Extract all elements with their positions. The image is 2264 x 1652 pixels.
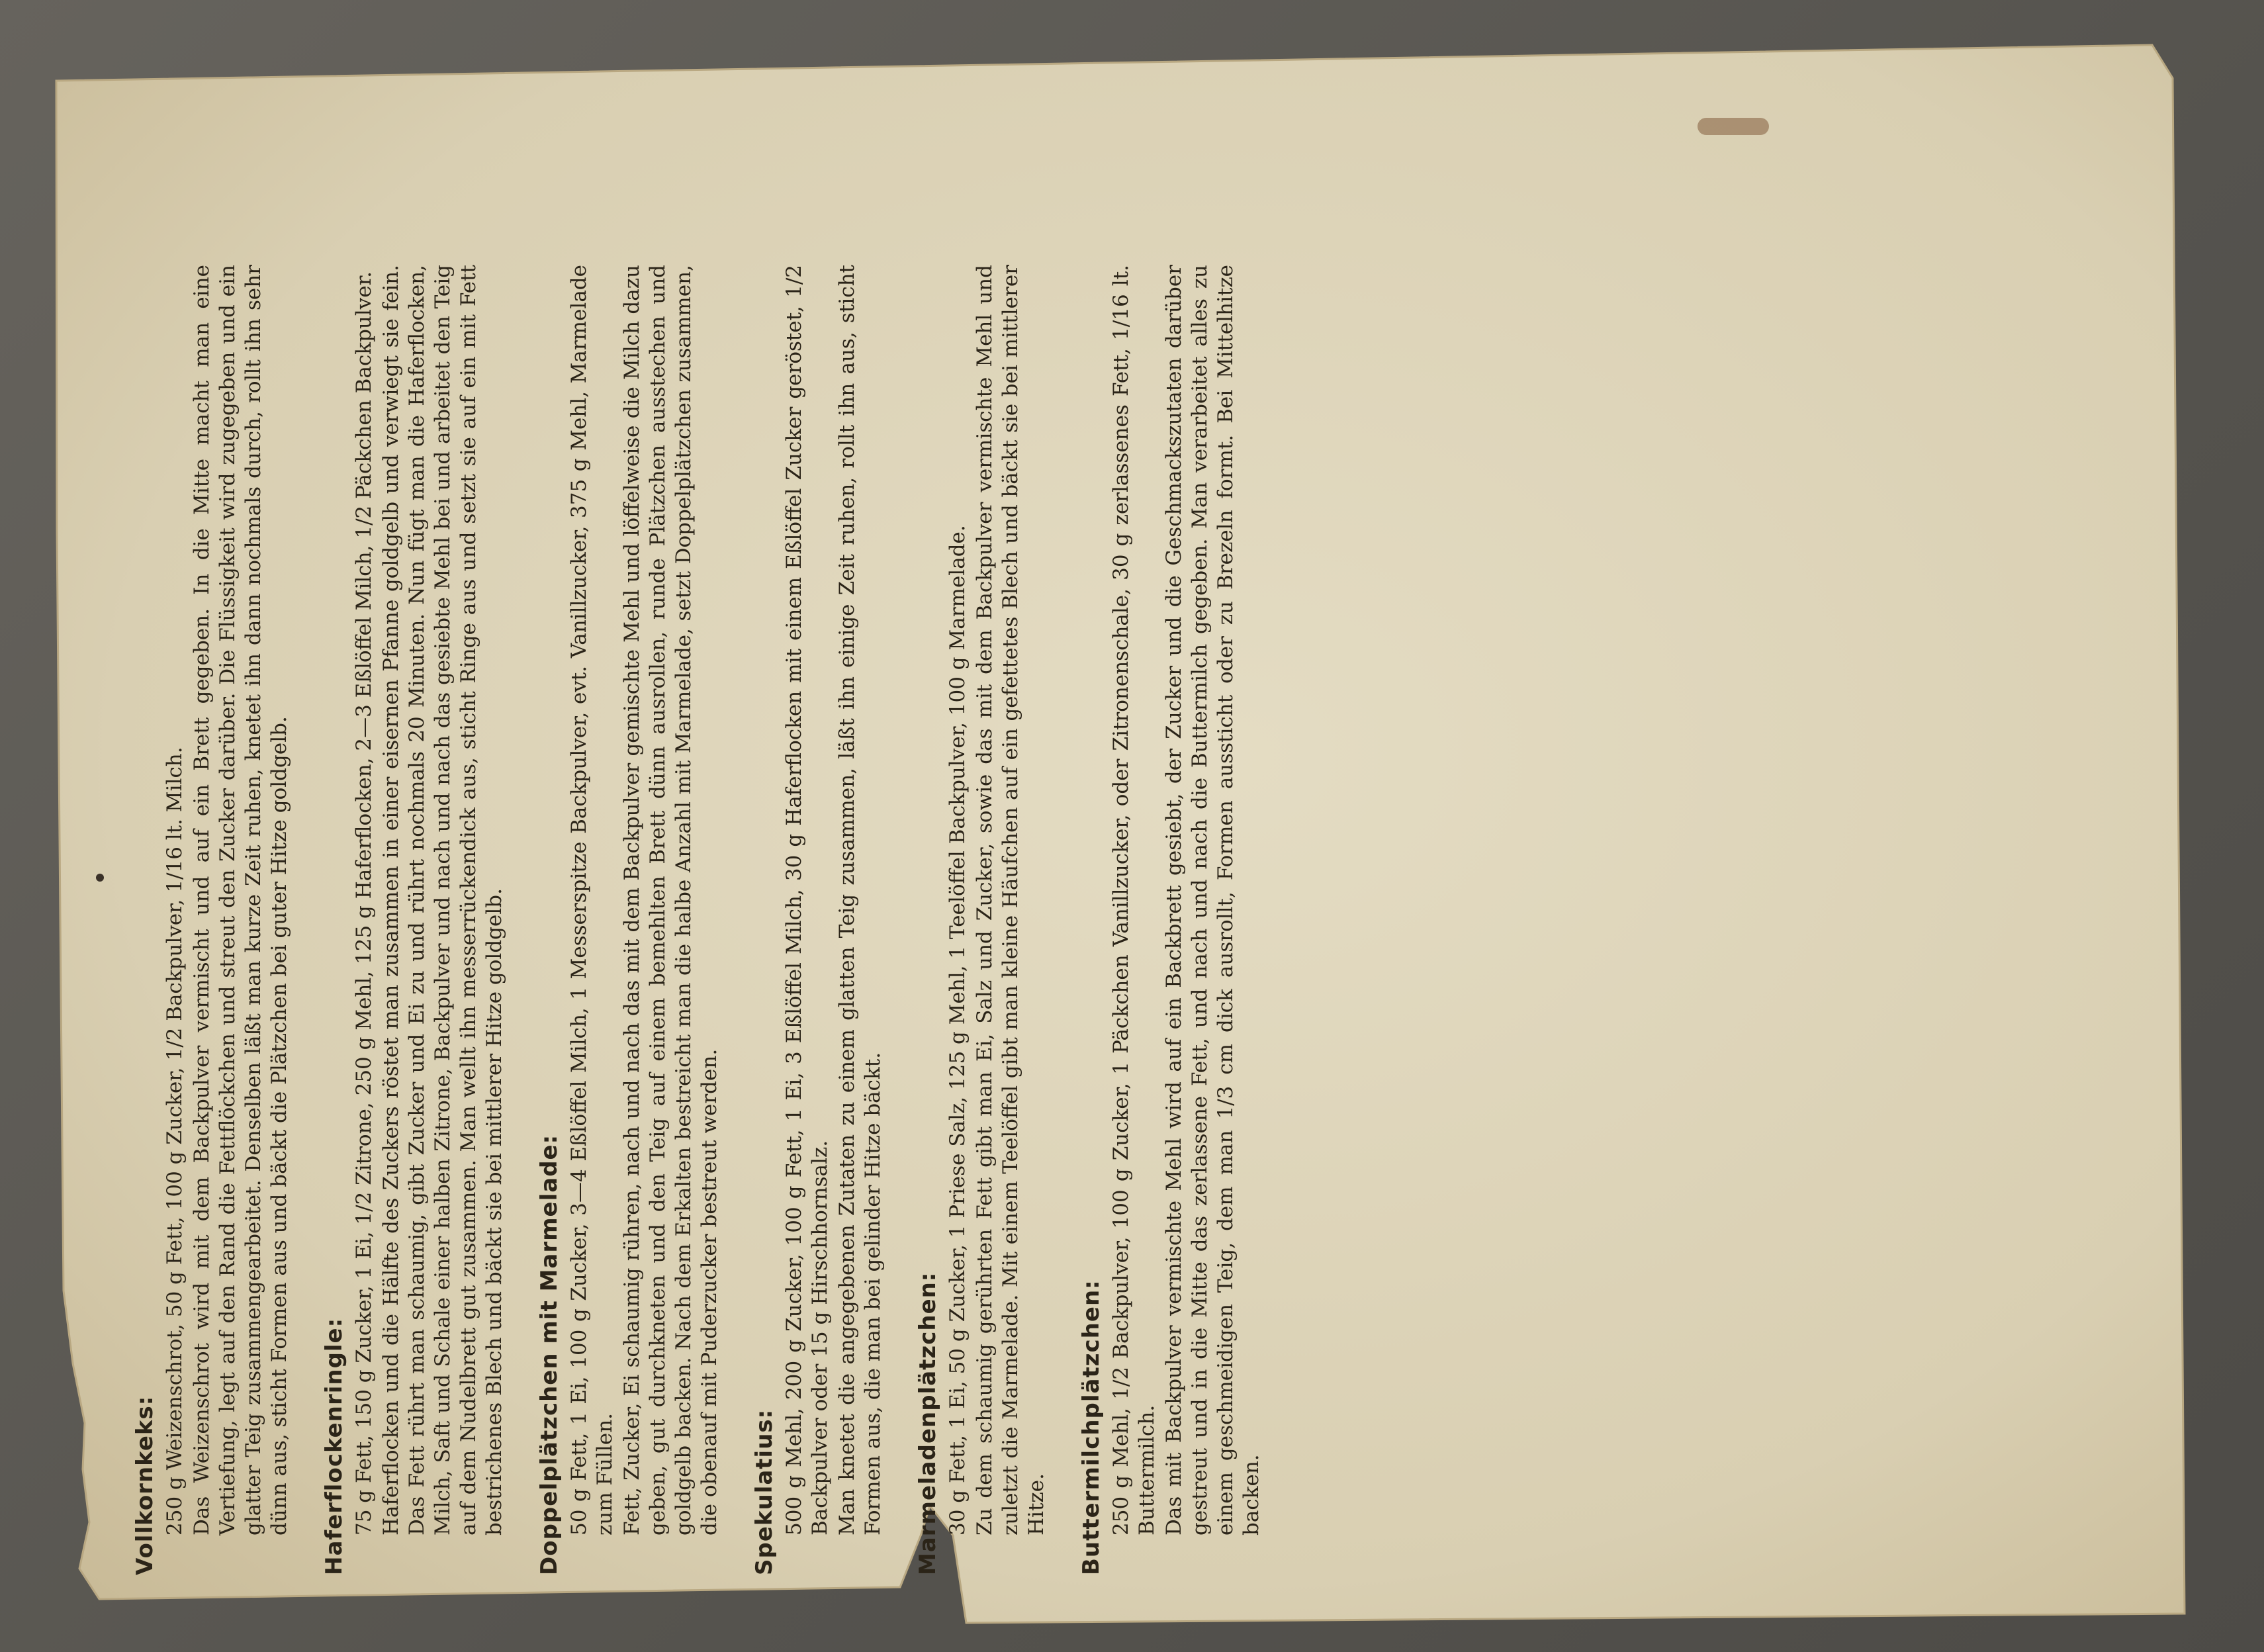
recipe-spekulatius	[752, 265, 886, 1575]
recipe-method: Das mit Backpulver vermischte Mehl wird auf ein Backbrett gesiebt, der Zucker und die Geschmackszutaten darüber gestreut und in die Mitte das zerlassene Fett, und nach und nach die Buttermilch gegeben. Man verarbeitet alles zu einem geschmeidigen Teig, dem man 1/3 cm dick ausrollt, Formen aussticht oder zu Brezeln formt. Bei Mittelhitze backen.	[1162, 265, 1263, 1536]
recipe-method: Zu dem schaumig gerührten Fett gibt man Ei, Salz und Zucker, sowie das mit dem Backpulver vermischte Mehl und zuletzt die Marmelade. Mit einem Teelöffel gibt man kleine Häufchen auf ein gefettetes Blech und bäckt sie bei mittlerer Hitze.	[973, 265, 1048, 1536]
paper-stain	[1698, 118, 1769, 135]
recipe-vollkornkeks	[132, 265, 293, 1575]
recipe-ingredients: 500 g Mehl, 200 g Zucker, 100 g Fett, 1 Ei, 3 Eßlöffel Milch, 30 g Haferflocken mit einem Eßlöffel Zucker geröstet, 1/2 Backpulver oder 15 g Hirschhornsalz.	[782, 265, 832, 1536]
recipe-ingredients: 30 g Fett, 1 Ei, 50 g Zucker, 1 Priese Salz, 125 g Mehl, 1 Teelöffel Backpulver, 100 g Marmelade.	[946, 525, 970, 1536]
recipe-title: Buttermilchplätzchen:	[1078, 1279, 1105, 1575]
recipe-method: Das Weizenschrot wird mit dem Backpulver vermischt und auf ein Brett gegeben. In die Mitte macht man eine Vertiefung, legt auf den Rand die Fettflöckchen und streut den Zucker darüber. Die Flüssigkeit wird zugegeben und ein glatter Teig zusammengearbeitet. Denselben läßt man kurze Zeit ruhen, knetet ihn dann nochmals durch, rollt ihn sehr dünn aus, sticht Formen aus und bäckt die Plätzchen bei guter Hitze goldgelb.	[190, 265, 291, 1536]
recipe-haferflockenringle	[322, 265, 508, 1575]
recipe-ingredients: 250 g Mehl, 1/2 Backpulver, 100 g Zucker, 1 Päckchen Vanillzucker, oder Zitronenschale, 30 g zerlassenes Fett, 1/16 lt. Buttermilch.	[1109, 265, 1159, 1536]
recipe-marmeladenplaetzchen	[915, 265, 1050, 1575]
recipe-ingredients: 50 g Fett, 1 Ei, 100 g Zucker, 3—4 Eßlöffel Milch, 1 Messerspitze Backpulver, evt. Vanillzucker, 375 g Mehl, Marmelade zum Füllen.	[567, 265, 617, 1536]
recipe-ingredients: 250 g Weizenschrot, 50 g Fett, 100 g Zucker, 1/2 Backpulver, 1/16 lt. Milch.	[163, 747, 187, 1536]
recipe-title: Haferflockenringle:	[321, 1317, 347, 1575]
recipe-title: Vollkornkeks:	[132, 1395, 158, 1575]
recipe-title: Doppelplätzchen mit Marmelade:	[536, 1134, 563, 1575]
recipe-buttermilchplaetzchen	[1079, 265, 1265, 1575]
recipe-doppelplaetzchen	[537, 265, 723, 1575]
recipe-title: Marmeladenplätzchen:	[915, 1271, 941, 1575]
recipe-title: Spekulatius:	[751, 1408, 778, 1575]
recipe-method: Haferflocken und die Hälfte des Zuckers röstet man zusammen in einer eisernen Pfanne goldgelb und verwiegt sie fein. Das Fett rührt man schaumig, gibt Zucker und Ei zu und rührt nochmals 20 Minuten. Nun fügt man die Haferflocken, Milch, Saft und Schale einer halben Zitrone, Backpulver und nach und nach das gesiebte Mehl bei und arbeitet den Teig auf dem Nudelbrett gut zusammen. Man wellt ihn messerrückendick aus, sticht Ringe aus und setzt sie auf ein mit Fett bestrichenes Blech und bäckt sie bei mittlerer Hitze goldgelb.	[379, 265, 506, 1536]
recipe-method: Man knetet die angegebenen Zutaten zu einem glatten Teig zusammen, läßt ihn einige Zeit ruhen, rollt ihn aus, sticht Formen aus, die man bei gelinder Hitze bäckt.	[835, 265, 885, 1536]
recipe-sheet	[132, 265, 2118, 1575]
ink-dot	[96, 874, 104, 882]
recipe-method: Fett, Zucker, Ei schaumig rühren, nach und nach das mit dem Backpulver gemischte Mehl und löffelweise die Milch dazu geben, gut durchkneten und den Teig auf einem bemehlten Brett dünn ausrollen, runde Plätzchen ausstechen und goldgelb backen. Nach dem Erkalten bestreicht man die halbe Anzahl mit Marmelade, setzt Doppelplätzchen zusammen, die obenauf mit Puderzucker bestreut werden.	[620, 265, 721, 1536]
recipe-ingredients: 75 g Fett, 150 g Zucker, 1 Ei, 1/2 Zitrone, 250 g Mehl, 125 g Haferflocken, 2—3 Eßlöffel Milch, 1/2 Päckchen Backpulver.	[352, 271, 376, 1536]
